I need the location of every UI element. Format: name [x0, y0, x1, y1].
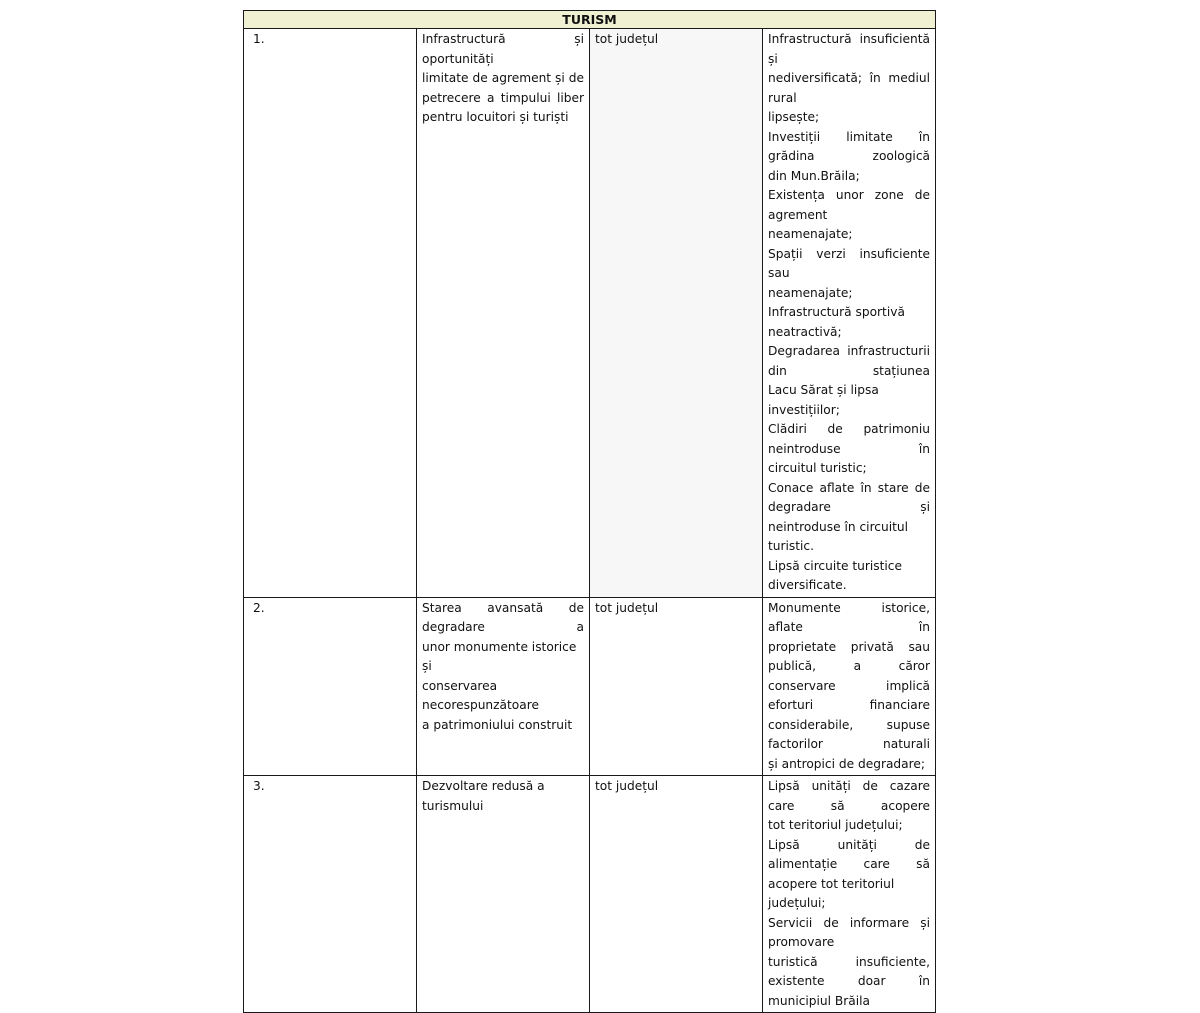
details-cell — [763, 776, 936, 1013]
problem-line: pentru locuitori și turiști — [422, 110, 569, 124]
row-number: 1. — [244, 29, 417, 598]
problem-line: limitate de agrement și de — [422, 71, 584, 85]
detail-line: acopere tot teritoriul județului; — [768, 876, 895, 910]
detail-line: neamenajate; — [768, 227, 853, 241]
problem-cell — [417, 597, 590, 776]
area-cell: tot județul — [590, 29, 763, 598]
detail-line: Monumente istorice, aflate în — [768, 600, 930, 634]
detail-line: Conace aflate în stare de degradare și — [768, 480, 930, 514]
problem-line: Starea avansată de degradare a — [422, 600, 584, 634]
problem-line: Infrastructură și oportunități — [422, 32, 584, 66]
area-cell: tot județul — [590, 597, 763, 776]
detail-line: Degradarea infrastructurii din stațiunea — [768, 344, 930, 378]
detail-line: Lacu Sărat și lipsa investițiilor; — [768, 383, 879, 417]
detail-line: circuitul turistic; — [768, 461, 867, 475]
detail-line: considerabile, supuse factorilor naturali — [768, 717, 930, 751]
area-cell: tot județul — [590, 776, 763, 1013]
table-row — [244, 29, 936, 598]
detail-line: nediversificată; în mediul rural — [768, 71, 930, 105]
detail-line: neintroduse în circuitul turistic. — [768, 519, 909, 553]
details-cell — [763, 29, 936, 598]
problem-cell — [417, 29, 590, 598]
detail-line: conservare implică eforturi financiare — [768, 678, 930, 712]
detail-line: Lipsă unități de cazare care să acopere — [768, 779, 930, 813]
section-title: TURISM — [244, 11, 936, 29]
detail-line: Infrastructură insuficientă și — [768, 32, 930, 66]
detail-line: proprietate privată sau publică, a căror — [768, 639, 930, 673]
turism-table — [243, 10, 936, 1013]
problem-line: a patrimoniului construit — [422, 717, 573, 732]
detail-line: turistică insuficiente, existente doar în — [768, 954, 930, 988]
row-number: 3. — [244, 776, 417, 1013]
detail-line: Spații verzi insuficiente sau — [768, 246, 930, 280]
detail-line: tot teritoriul județului; — [768, 818, 903, 832]
detail-line: Servicii de informare și promovare — [768, 915, 930, 949]
table-row — [244, 597, 936, 776]
detail-line: Lipsă unități de alimentație care să — [768, 837, 930, 871]
detail-line: din Mun.Brăila; — [768, 168, 860, 183]
row-number: 2. — [244, 597, 417, 776]
problem-line: Dezvoltare redusă a turismului — [422, 779, 545, 813]
details-cell — [763, 597, 936, 776]
table-row — [244, 776, 936, 1013]
problem-line: conservarea necorespunzătoare — [422, 678, 539, 712]
detail-line: Infrastructură sportivă neatractivă; — [768, 305, 905, 339]
detail-line: Clădiri de patrimoniu neintroduse în — [768, 422, 930, 456]
detail-line: lipsește; — [768, 110, 820, 124]
detail-line: municipiul Brăila — [768, 993, 870, 1008]
problem-line: petrecere a timpului liber — [422, 90, 584, 105]
problem-line: unor monumente istorice și — [422, 639, 577, 673]
detail-line: Existența unor zone de agrement — [768, 188, 930, 222]
table-header-row — [244, 11, 936, 29]
problem-cell — [417, 776, 590, 1013]
detail-line: și antropici de degradare; — [768, 756, 925, 771]
detail-line: neamenajate; — [768, 285, 853, 300]
detail-line: Investiții limitate în grădina zoologică — [768, 129, 930, 163]
detail-line: Lipsă circuite turistice diversificate. — [768, 558, 903, 592]
